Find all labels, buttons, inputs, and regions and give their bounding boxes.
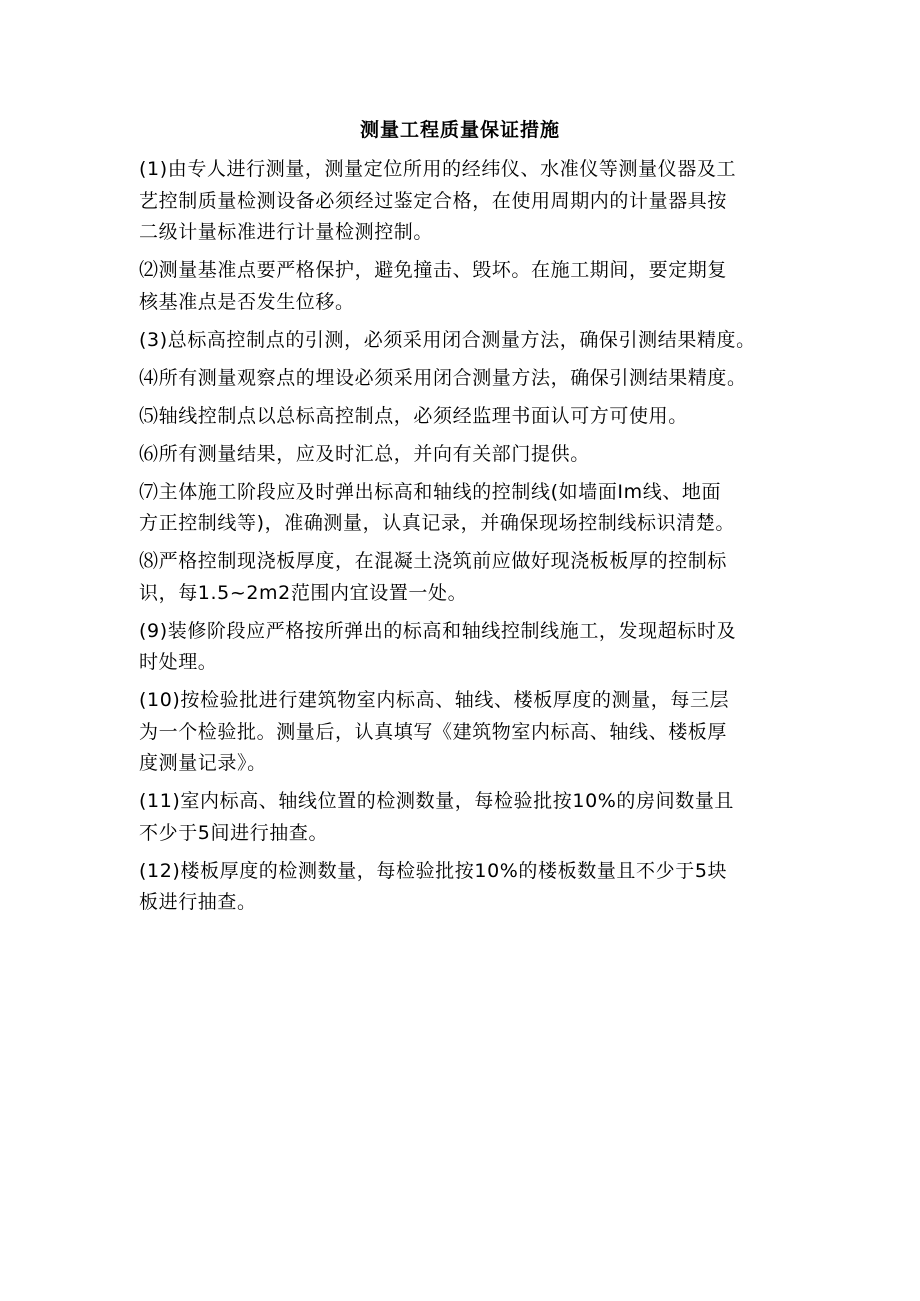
paragraph-line: (9)装修阶段应严格按所弹出的标高和轴线控制线施工，发现超标时及 xyxy=(139,619,737,642)
paragraph xyxy=(139,325,799,357)
paragraph xyxy=(139,154,799,249)
paragraph-line: (1)由专人进行测量，测量定位所用的经纬仪、水准仪等测量仪器及工 xyxy=(139,158,737,180)
paragraph xyxy=(139,439,799,471)
paragraph xyxy=(139,856,799,919)
document-body xyxy=(139,154,799,925)
paragraph-line: (3)总标高控制点的引测，必须采用闭合测量方法，确保引测结果精度。 xyxy=(139,328,756,351)
paragraph-line: (12)楼板厚度的检测数量，每检验批按10%的楼板数量且不少于5块 xyxy=(139,859,728,882)
paragraph-line: 艺控制质量检测设备必须经过鉴定合格，在使用周期内的计量器具按 xyxy=(139,189,728,212)
paragraph-line: ⑵测量基准点要严格保护，避免撞击、毁坏。在施工期间，要定期复 xyxy=(139,259,728,281)
paragraph xyxy=(139,685,799,780)
paragraph-line: 度测量记录》。 xyxy=(139,752,267,774)
paragraph xyxy=(139,786,799,849)
paragraph-line: 核基准点是否发生位移。 xyxy=(139,290,355,313)
paragraph xyxy=(139,401,799,433)
paragraph xyxy=(139,255,799,318)
paragraph-line: 时处理。 xyxy=(139,651,218,673)
paragraph xyxy=(139,477,799,540)
document-title: 测量工程质量保证措施 xyxy=(359,119,560,141)
paragraph-line: 不少于5间进行抽查。 xyxy=(139,821,329,844)
paragraph xyxy=(139,616,799,679)
paragraph xyxy=(139,546,799,609)
paragraph-line: ⑻严格控制现浇板厚度，在混凝土浇筑前应做好现浇板板厚的控制标 xyxy=(139,550,728,572)
paragraph-line: 板进行抽查。 xyxy=(139,891,257,913)
paragraph-line: 识，每1.5~2m2范围内宜设置一处。 xyxy=(139,581,468,604)
paragraph-line: ⑷所有测量观察点的埋设必须采用闭合测量方法，确保引测结果精度。 xyxy=(139,366,747,389)
paragraph-line: ⑸轴线控制点以总标高控制点，必须经监理书面认可方可使用。 xyxy=(139,404,688,427)
paragraph-line: 方正控制线等)，准确测量，认真记录，并确保现场控制线标识清楚。 xyxy=(139,512,736,534)
paragraph xyxy=(139,363,799,395)
paragraph-line: 二级计量标准进行计量检测控制。 xyxy=(139,221,434,243)
paragraph-line: 为一个检验批。测量后，认真填写《建筑物室内标高、轴线、楼板厚 xyxy=(139,720,728,743)
paragraph-line: (11)室内标高、轴线位置的检测数量，每检验批按10%的房间数量且 xyxy=(139,790,735,812)
paragraph-line: ⑹所有测量结果，应及时汇总，并向有关部门提供。 xyxy=(139,442,590,465)
paragraph-line: (10)按检验批进行建筑物室内标高、轴线、楼板厚度的测量，每三层 xyxy=(139,689,730,711)
paragraph-line: ⑺主体施工阶段应及时弹出标高和轴线的控制线(如墙面Im线、地面 xyxy=(139,480,722,503)
